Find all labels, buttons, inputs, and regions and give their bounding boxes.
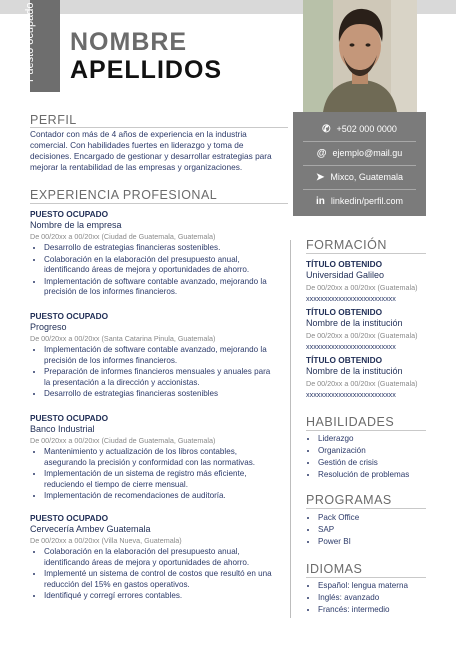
role-vertical-label: Puesto ocupado (24, 2, 36, 82)
job-bullet: • Colaboración en la elaboración del presupuesto anual, identificando áreas de mejora y oportunidades de ahorro. (44, 547, 275, 568)
skills-list (306, 433, 409, 481)
job-bullet: • Colaboración en la elaboración del presupuesto anual, identificando áreas de mejora y oportunidades de ahorro. (44, 255, 275, 276)
languages-list (306, 580, 408, 616)
contact-linkedin-text: linkedin/perfil.com (330, 196, 403, 206)
profile-text: Contador con más de 4 años de experiencia en la industria comercial. Con habilidades fuertes en liderazgo y toma de decisiones. Encargado de gestionar y desarrollar estrategias para mejorar la rentabilidad de las empresas y organizaciones. (30, 129, 272, 172)
skills-title: HABILIDADES (306, 415, 395, 429)
profile-divider (30, 127, 288, 128)
job-position: PUESTO OCUPADO (30, 311, 109, 321)
contact-phone (301, 119, 418, 139)
programs-divider (306, 508, 426, 509)
education-degree: TÍTULO OBTENIDO (306, 259, 383, 269)
education-entry (306, 259, 436, 303)
phone-icon: ✆ (322, 123, 331, 135)
experience-divider (30, 203, 288, 204)
contact-divider (303, 189, 416, 190)
skills-divider (306, 430, 426, 431)
job-position: PUESTO OCUPADO (30, 209, 109, 219)
contact-email[interactable] (301, 143, 418, 163)
job-date: De 00/20xx a 00/20xx (Ciudad de Guatemala, Guatemala) (30, 436, 216, 445)
job-entry (30, 209, 275, 299)
job-bullet: • Desarrollo de estrategias financieras sostenibles. (44, 243, 275, 254)
education-extra: xxxxxxxxxxxxxxxxxxxxxxxxx (306, 390, 396, 399)
contact-divider (303, 141, 416, 142)
job-entry (30, 311, 275, 401)
job-bullets (30, 243, 275, 298)
at-icon: @ (316, 147, 327, 159)
column-divider (290, 240, 291, 618)
contact-divider (303, 165, 416, 166)
job-bullet: • Implementación de software contable avanzado, mejorando la precisión de los informes financieros. (44, 277, 275, 298)
education-title: FORMACIÓN (306, 238, 387, 252)
job-bullets (30, 345, 275, 400)
experience-title: EXPERIENCIA PROFESIONAL (30, 188, 218, 202)
education-school: Nombre de la institución (306, 318, 403, 328)
contact-panel (293, 112, 426, 216)
job-bullets (30, 547, 275, 602)
location-icon: ➤ (316, 171, 325, 183)
contact-phone-text: +502 000 0000 (336, 124, 397, 134)
education-degree: TÍTULO OBTENIDO (306, 355, 383, 365)
skill-item: • Gestión de crisis (318, 457, 409, 469)
job-company: Banco Industrial (30, 424, 95, 434)
programs-title: PROGRAMAS (306, 493, 392, 507)
education-school: Universidad Galileo (306, 270, 385, 280)
program-item: • Pack Office (318, 512, 359, 524)
program-item: • SAP (318, 524, 359, 536)
language-item: • Inglés: avanzado (318, 592, 408, 604)
education-school: Nombre de la institución (306, 366, 403, 376)
contact-email-text: ejemplo@mail.gu (332, 148, 403, 158)
job-bullet: • Implementación de software contable avanzado, mejorando la precisión de los informes financieros. (44, 345, 275, 366)
job-position: PUESTO OCUPADO (30, 513, 109, 523)
job-date: De 00/20xx a 00/20xx (Santa Catarina Pinula, Guatemala) (30, 334, 216, 343)
skill-item: • Resolución de problemas (318, 469, 409, 481)
education-extra: xxxxxxxxxxxxxxxxxxxxxxxxx (306, 342, 396, 351)
job-bullets (30, 447, 275, 502)
job-bullet: • Identifiqué y corregí errores contables. (44, 591, 275, 602)
profile-photo (303, 0, 417, 112)
education-divider (306, 253, 426, 254)
job-bullet: • Implementación de recomendaciones de auditoría. (44, 491, 275, 502)
job-company: Nombre de la empresa (30, 220, 122, 230)
contact-linkedin[interactable] (301, 191, 418, 211)
job-date: De 00/20xx a 00/20xx (Ciudad de Guatemala, Guatemala) (30, 232, 216, 241)
last-name: APELLIDOS (70, 56, 223, 84)
education-extra: xxxxxxxxxxxxxxxxxxxxxxxxx (306, 294, 396, 303)
program-item: • Power BI (318, 536, 359, 548)
language-item: • Francés: intermedio (318, 604, 408, 616)
linkedin-icon: in (316, 195, 325, 207)
job-date: De 00/20xx a 00/20xx (Villa Nueva, Guatemala) (30, 536, 182, 545)
contact-location-text: Mixco, Guatemala (330, 172, 403, 182)
role-vertical-bar (24, 0, 60, 92)
job-company: Progreso (30, 322, 67, 332)
skill-item: • Liderazgo (318, 433, 409, 445)
education-degree: TÍTULO OBTENIDO (306, 307, 383, 317)
job-bullet: • Implementación de un sistema de registro más eficiente, reduciendo el tiempo de cierre mensual. (44, 469, 275, 490)
contact-location (301, 167, 418, 187)
first-name: NOMBRE (70, 28, 188, 56)
programs-list (306, 512, 359, 548)
education-entry (306, 307, 436, 351)
job-bullet: • Preparación de informes financieros mensuales y anuales para la presentación a la dirección y accionistas. (44, 367, 275, 388)
languages-divider (306, 577, 426, 578)
job-entry (30, 513, 275, 603)
education-date: De 00/20xx a 00/20xx (Guatemala) (306, 379, 418, 388)
education-date: De 00/20xx a 00/20xx (Guatemala) (306, 283, 418, 292)
job-position: PUESTO OCUPADO (30, 413, 109, 423)
job-company: Cervecería Ambev Guatemala (30, 524, 151, 534)
education-date: De 00/20xx a 00/20xx (Guatemala) (306, 331, 418, 340)
job-entry (30, 413, 275, 503)
profile-title: PERFIL (30, 113, 77, 127)
languages-title: IDIOMAS (306, 562, 363, 576)
job-bullet: • Desarrollo de estrategias financieras sostenibles (44, 389, 275, 400)
skill-item: • Organización (318, 445, 409, 457)
education-entry (306, 355, 436, 399)
job-bullet: • Mantenimiento y actualización de los libros contables, asegurando la precisión y conformidad con las normativas. (44, 447, 275, 468)
language-item: • Español: lengua materna (318, 580, 408, 592)
job-bullet: • Implementé un sistema de control de costos que resultó en una reducción del 15% en gastos operativos. (44, 569, 275, 590)
